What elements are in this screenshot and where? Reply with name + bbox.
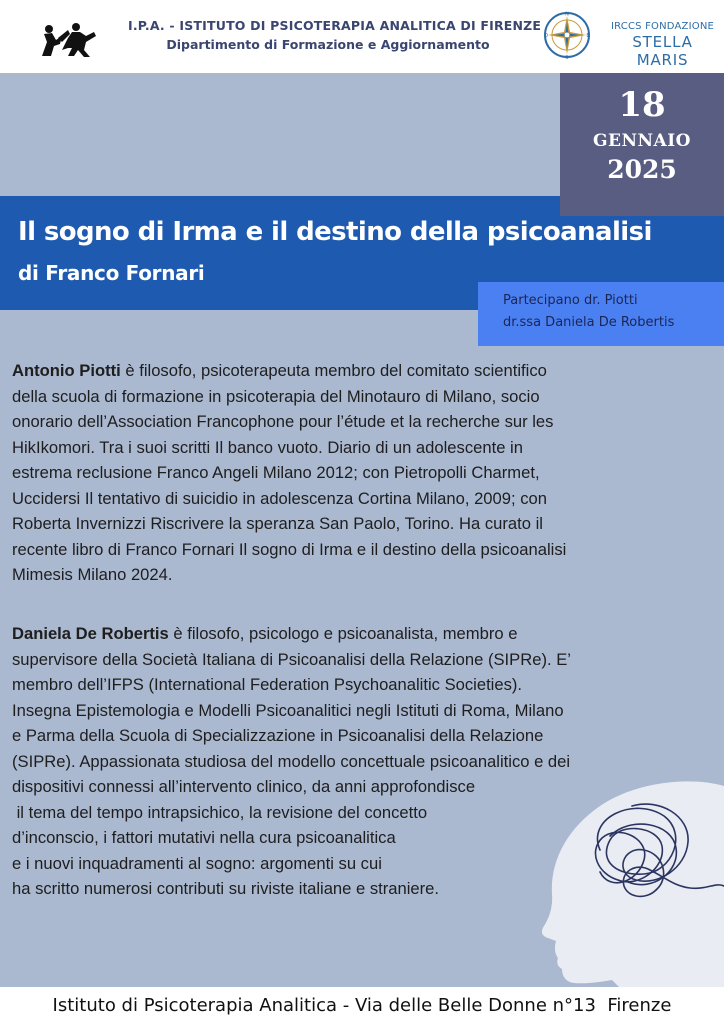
bio-line: onorario dell’Association Francophone pour l’étude et la recherche sur les bbox=[12, 412, 554, 431]
bio-name: Antonio Piotti bbox=[12, 361, 121, 380]
bio-line bbox=[12, 358, 566, 384]
institute-name: I.P.A. - ISTITUTO DI PSICOTERAPIA ANALITICA DI FIRENZE bbox=[128, 18, 542, 33]
date-day: 18 bbox=[618, 85, 666, 125]
institute-heading bbox=[128, 18, 542, 52]
partner-line-1: IRCCS FONDAZIONE bbox=[610, 21, 715, 32]
bio-line: della scuola di formazione in psicoterapia del Minotauro di Milano, socio bbox=[12, 386, 540, 406]
bio-text: è filosofo, psicologo e psicoanalista, membro e bbox=[168, 624, 518, 643]
bio-line: Mimesis Milano 2024. bbox=[12, 565, 173, 584]
event-date bbox=[560, 73, 724, 216]
department-name: Dipartimento di Formazione e Aggiornamento bbox=[166, 37, 490, 52]
date-year: 2025 bbox=[607, 155, 677, 184]
bio-line bbox=[12, 621, 571, 647]
compass-letter-n: N bbox=[565, 11, 569, 18]
bio-line: Roberta Invernizzi Riscrivere la speranza San Paolo, Torino. Ha curato il bbox=[12, 514, 543, 533]
header-bar bbox=[0, 0, 724, 73]
compass-letter-e: E bbox=[586, 33, 590, 39]
bio-line: dispositivi connessi all’intervento clinico, da anni approfondisce bbox=[12, 777, 476, 796]
participants-box bbox=[478, 282, 724, 346]
bio-line: il tema del tempo intrapsichico, la revisione del concetto bbox=[12, 802, 428, 822]
bio-daniela-de-robertis bbox=[12, 621, 571, 902]
bio-antonio-piotti bbox=[12, 358, 566, 588]
event-title: Il sogno di Irma e il destino della psicoanalisi bbox=[18, 217, 652, 247]
bio-line: Uccidersi Il tentativo di suicidio in adolescenza Cortina Milano, 2009; con bbox=[12, 488, 547, 508]
bio-line: (SIPRe). Appassionata studiosa del modello concettuale psicoanalitico e dei bbox=[12, 751, 571, 771]
bio-line: supervisore della Società Italiana di Psicoanalisi della Relazione (SIPRe). E’ bbox=[12, 649, 571, 669]
bio-line: recente libro di Franco Fornari Il sogno di Irma e il destino della psicoanalisi bbox=[12, 539, 567, 559]
ipa-logo-icon bbox=[38, 20, 98, 60]
bio-line: ha scritto numerosi contributi su riviste italiane e straniere. bbox=[12, 879, 440, 898]
participants-line-2: dr.ssa Daniela De Robertis bbox=[503, 315, 675, 330]
footer-address: Istituto di Psicoterapia Analitica - Via delle Belle Donne n°13 Firenze bbox=[0, 987, 724, 1024]
participants-line-1: Partecipano dr. Piotti bbox=[503, 293, 638, 308]
compass-letter-s: S bbox=[565, 55, 569, 60]
compass-rose-icon bbox=[542, 10, 592, 60]
bio-line: d’inconscio, i fattori mutativi nella cura psicoanalitica bbox=[12, 828, 396, 847]
bio-text: è filosofo, psicoterapeuta membro del comitato scientifico bbox=[120, 361, 547, 380]
partner-line-2: STELLA MARIS bbox=[632, 33, 693, 69]
bio-line: e i nuovi inquadramenti al sogno: argomenti su cui bbox=[12, 853, 382, 873]
bio-line: Insegna Epistemologia e Modelli Psicoanalitici negli Istituti di Roma, Milano bbox=[12, 700, 564, 720]
bio-line: HikIkomori. Tra i suoi scritti Il banco vuoto. Diario di un adolescente in bbox=[12, 437, 523, 457]
compass-letter-o: O bbox=[544, 33, 548, 39]
bio-line: membro dell’IFPS (International Federation Psychoanalitic Societies). bbox=[12, 675, 523, 694]
bio-name: Daniela De Robertis bbox=[12, 624, 169, 643]
event-subtitle: di Franco Fornari bbox=[18, 261, 205, 285]
partner-name bbox=[605, 21, 720, 69]
bio-line: estrema reclusione Franco Angeli Milano 2012; con Pietropolli Charmet, bbox=[12, 463, 540, 482]
bio-line: e Parma della Scuola di Specializzazione in Psicoanalisi della Relazione bbox=[12, 726, 544, 745]
date-month: GENNAIO bbox=[592, 131, 691, 151]
